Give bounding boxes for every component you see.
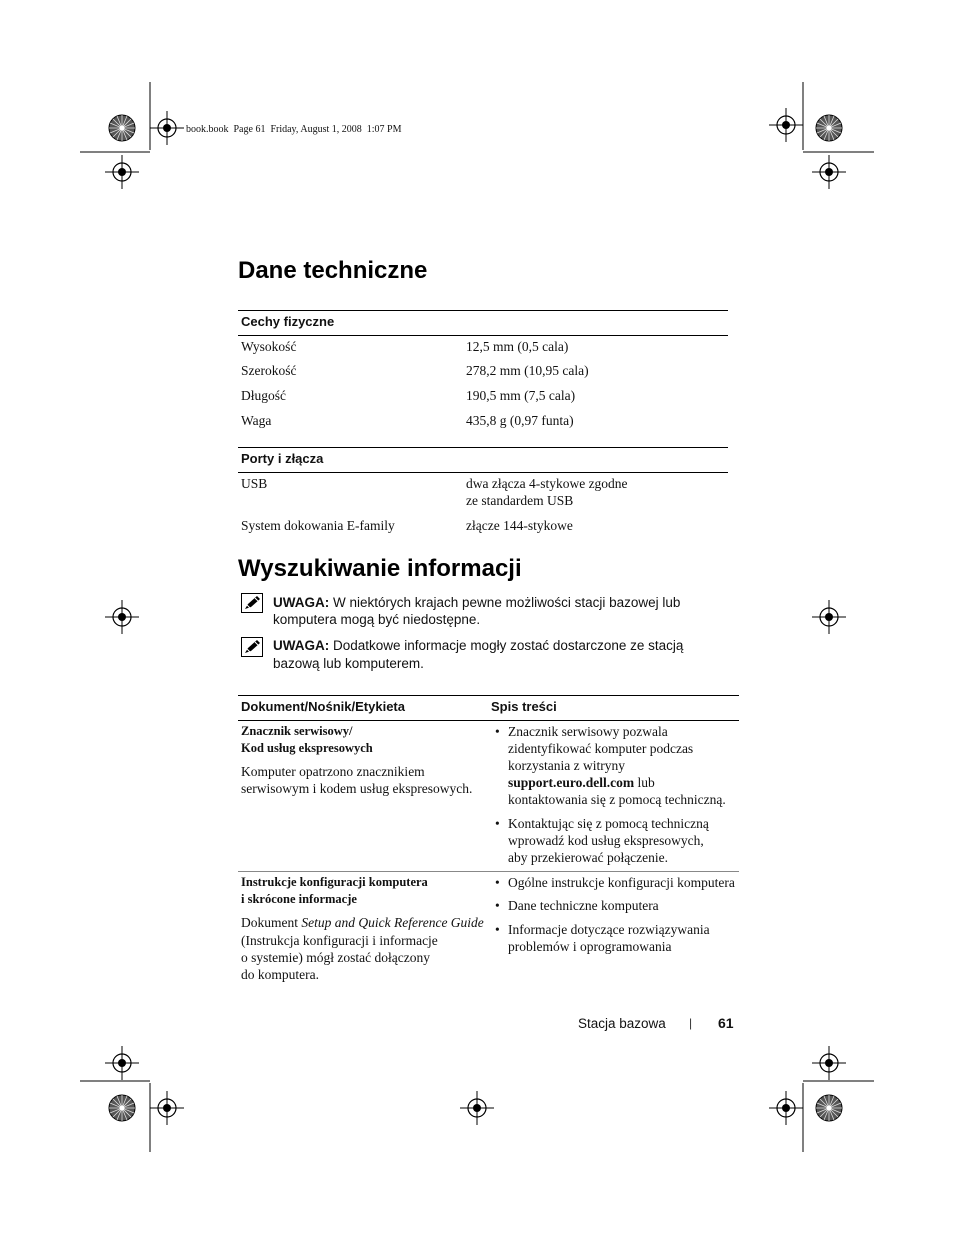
desc-text: Dokument (241, 915, 302, 930)
table-row-rule (238, 871, 739, 872)
spec-value: dwa złącza 4-stykowe zgodne (466, 476, 628, 491)
row-title: Instrukcje konfiguracji komputera (241, 875, 428, 889)
group-separator-rule (238, 447, 728, 448)
note-text (273, 637, 683, 655)
group-heading-physical: Cechy fizyczne (241, 314, 335, 329)
bullet-text: lub (634, 775, 655, 790)
note-pencil-icon (241, 593, 263, 613)
table-header-rule (238, 720, 739, 721)
note-line: W niektórych krajach pewne możliwości stacji bazowej lub (329, 595, 681, 610)
spec-value: złącze 144-stykowe (466, 518, 573, 533)
bullet-item: • Ogólne instrukcje konfiguracji komputera (508, 874, 735, 891)
spec-value: 190,5 mm (7,5 cala) (466, 388, 576, 403)
table-top-rule (238, 310, 728, 311)
note-line: Dodatkowe informacje mogły zostać dostarczone ze stacją (329, 638, 684, 653)
spec-label: Waga (241, 413, 272, 428)
bullet-item: • Znacznik serwisowy pozwala (508, 723, 668, 740)
footer-page-number: 61 (718, 1015, 734, 1031)
spec-label: Długość (241, 388, 286, 403)
bullet-line: zidentyfikować komputer podczas (508, 741, 694, 756)
row-description (241, 914, 484, 931)
note-text (273, 594, 680, 612)
footer-separator: | (689, 1016, 693, 1030)
section-title-finding-info: Wyszukiwanie informacji (238, 555, 522, 582)
support-link[interactable]: support.euro.dell.com (508, 775, 635, 790)
header-file-info: book.book Page 61 Friday, August 1, 2008 1:07 PM (186, 124, 402, 135)
row-description: serwisowym i kodem usług ekspresowych. (241, 781, 473, 796)
footer-section-name: Stacja bazowa (578, 1016, 666, 1031)
guide-title: Setup and Quick Reference Guide (301, 915, 484, 930)
group-heading-rule (238, 335, 728, 336)
bullet-line: problemów i oprogramowania (508, 939, 672, 954)
row-title: Znacznik serwisowy/ (241, 724, 353, 738)
bullet-item: • Dane techniczne komputera (508, 897, 659, 914)
spec-value: 435,8 g (0,97 funta) (466, 413, 574, 428)
bullet-line: kontaktowania się z pomocą techniczną. (508, 792, 726, 807)
table-col-header: Spis treści (491, 699, 557, 714)
bullet-item: • Kontaktując się z pomocą techniczną (508, 815, 709, 832)
note-line: komputera mogą być niedostępne. (273, 612, 481, 627)
row-description: do komputera. (241, 967, 319, 982)
group-heading-ports: Porty i złącza (241, 451, 324, 466)
row-description: Komputer opatrzono znacznikiem (241, 764, 425, 779)
section-title-specs: Dane techniczne (238, 257, 428, 284)
row-description: (Instrukcja konfiguracji i informacje (241, 933, 438, 948)
spec-label: USB (241, 476, 268, 491)
bullet-line (508, 774, 655, 791)
spec-label: Wysokość (241, 339, 297, 354)
group-heading-rule (238, 472, 728, 473)
row-description: o systemie) mógł zostać dołączony (241, 950, 430, 965)
note-label: UWAGA: (273, 638, 330, 653)
row-title: Kod usług ekspresowych (241, 741, 373, 755)
note-line: bazową lub komputerem. (273, 656, 424, 671)
spec-value: 278,2 mm (10,95 cala) (466, 363, 589, 378)
note-pencil-icon (241, 637, 263, 657)
row-title: i skrócone informacje (241, 892, 357, 906)
bullet-line: aby przekierować połączenie. (508, 850, 669, 865)
bullet-line: korzystania z witryny (508, 758, 625, 773)
note-label: UWAGA: (273, 595, 330, 610)
spec-label: Szerokość (241, 363, 297, 378)
bullet-line: wprowadź kod usług ekspresowych, (508, 833, 704, 848)
table-top-rule (238, 695, 739, 696)
table-col-header: Dokument/Nośnik/Etykieta (241, 699, 405, 714)
bullet-item: • Informacje dotyczące rozwiązywania (508, 921, 710, 938)
spec-value: 12,5 mm (0,5 cala) (466, 339, 569, 354)
spec-value: ze standardem USB (466, 493, 574, 508)
spec-label: System dokowania E-family (241, 518, 395, 533)
